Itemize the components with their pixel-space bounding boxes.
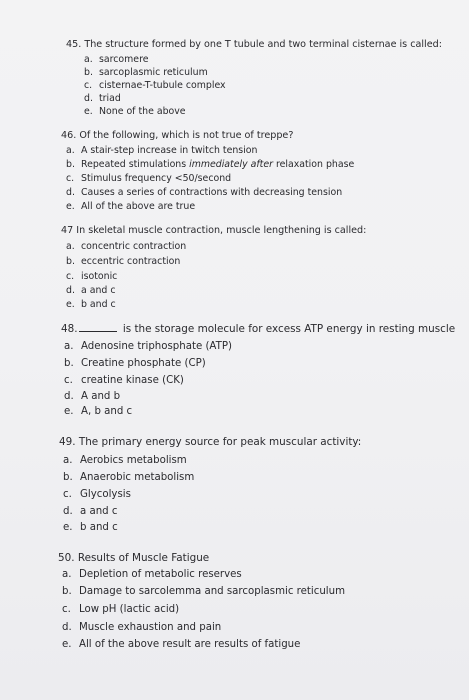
option-d: d. Causes a series of contractions with decreasing tension: [66, 187, 343, 198]
answer-blank: [79, 322, 117, 332]
question-text: The structure formed by one T tubule and two terminal cisternae is called:: [84, 39, 442, 50]
option-c: c. cisternae-T-tubule complex: [84, 80, 226, 91]
option-e: e. b and c: [63, 522, 118, 533]
question-stem: [58, 552, 209, 564]
option-b: b. Repeated stimulations immediately after relaxation phase: [66, 159, 355, 170]
question-stem: [61, 130, 293, 141]
option-b: b. Creatine phosphate (CP): [64, 358, 206, 369]
option-d: d. A and b: [64, 391, 121, 402]
option-b: b. Damage to sarcolemma and sarcoplasmic reticulum: [62, 586, 345, 597]
option-b: b. Anaerobic metabolism: [63, 472, 195, 483]
option-c: c. isotonic: [66, 271, 118, 282]
option-e: e. All of the above result are results of fatigue: [62, 639, 301, 650]
question-number: 45.: [66, 39, 82, 50]
question-number: 47: [61, 225, 74, 236]
question-stem: [61, 225, 366, 236]
question-number: 46.: [61, 130, 77, 141]
question-stem: [59, 436, 361, 448]
question-text: In skeletal muscle contraction, muscle lengthening is called:: [76, 225, 367, 236]
question-number: 49.: [59, 436, 76, 448]
question-stem: [66, 39, 442, 50]
question-text: Results of Muscle Fatigue: [77, 552, 210, 564]
option-e: e. A, b and c: [64, 406, 133, 417]
option-c: c. Stimulus frequency <50/second: [66, 173, 232, 184]
option-a: a. Adenosine triphosphate (ATP): [64, 341, 232, 352]
option-a: a. Depletion of metabolic reserves: [62, 569, 242, 580]
option-d: d. Muscle exhaustion and pain: [62, 622, 222, 633]
option-d: d. triad: [84, 93, 121, 104]
question-text: The primary energy source for peak muscular activity:: [78, 436, 362, 448]
option-a: a. concentric contraction: [66, 241, 187, 252]
option-e: e. b and c: [66, 299, 116, 310]
option-e: e. None of the above: [84, 106, 186, 117]
option-a: a. sarcomere: [84, 54, 149, 65]
option-a: a. Aerobics metabolism: [63, 455, 187, 466]
option-b: b. eccentric contraction: [66, 256, 181, 267]
option-b: b. sarcoplasmic reticulum: [84, 67, 208, 78]
option-d: d. a and c: [66, 285, 116, 296]
question-number: 50.: [58, 552, 75, 564]
option-a: a. A stair-step increase in twitch tension: [66, 145, 258, 156]
option-c: c. creatine kinase (CK): [64, 375, 184, 386]
option-c: c. Glycolysis: [63, 489, 131, 500]
question-number: 48.: [61, 323, 78, 335]
question-text: is the storage molecule for excess ATP energy in resting muscle: [122, 323, 456, 335]
option-d: d. a and c: [63, 506, 118, 517]
question-text: Of the following, which is not true of treppe?: [79, 130, 294, 141]
question-stem: [61, 322, 455, 335]
option-c: c. Low pH (lactic acid): [62, 604, 180, 615]
option-e: e. All of the above are true: [66, 201, 196, 212]
